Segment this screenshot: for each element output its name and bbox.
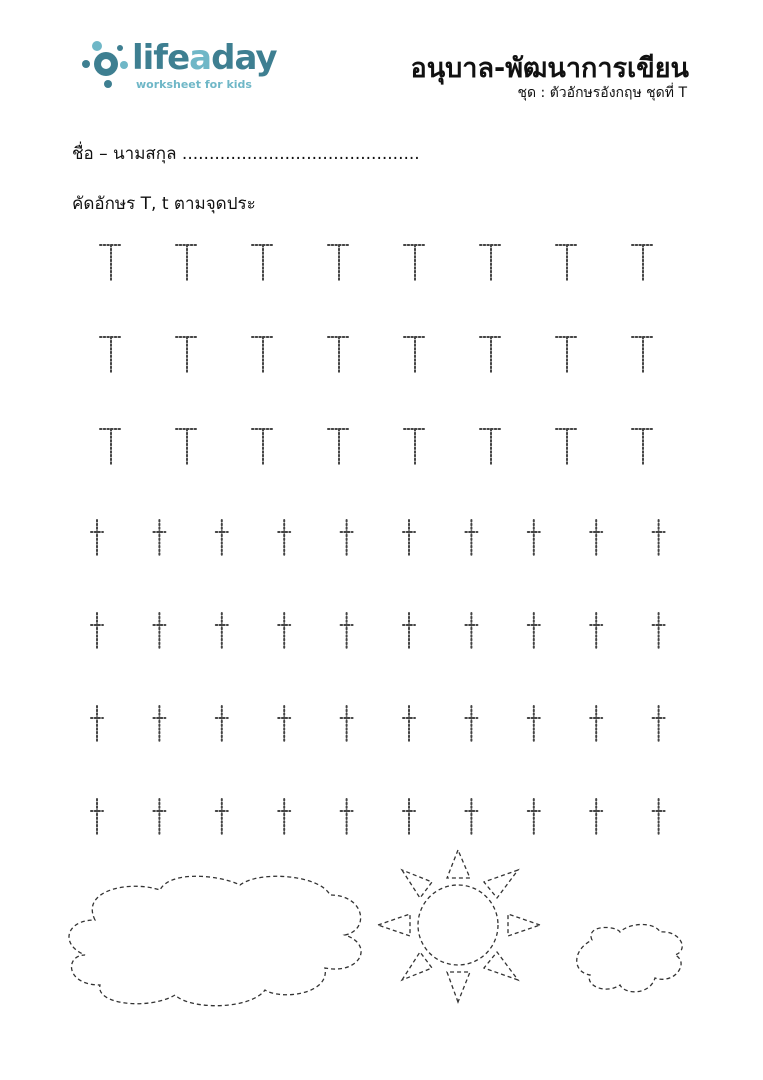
traced-letter-T[interactable] xyxy=(252,429,274,465)
large-cloud xyxy=(69,876,361,1005)
traced-letter-t[interactable] xyxy=(91,613,103,649)
traced-letter-t[interactable] xyxy=(465,799,477,835)
traced-letter-T[interactable] xyxy=(176,245,198,281)
traced-letter-T[interactable] xyxy=(556,337,578,373)
logo-tagline: worksheet for kids xyxy=(136,78,252,91)
traced-letter-T[interactable] xyxy=(176,337,198,373)
page-subtitle: ชุด : ตัวอักษรอังกฤษ ชุดที่ T xyxy=(517,85,687,101)
traced-letter-t[interactable] xyxy=(91,706,103,742)
traced-letter-T[interactable] xyxy=(404,245,426,281)
traced-letter-t[interactable] xyxy=(653,520,665,556)
traced-letter-t[interactable] xyxy=(403,799,415,835)
traced-letter-t[interactable] xyxy=(528,613,540,649)
sun xyxy=(378,850,540,1002)
traced-letter-T[interactable] xyxy=(632,337,654,373)
traced-letter-t[interactable] xyxy=(590,799,602,835)
traced-letter-t[interactable] xyxy=(341,520,353,556)
traced-letter-t[interactable] xyxy=(216,613,228,649)
traced-letter-T[interactable] xyxy=(556,429,578,465)
traced-letter-t[interactable] xyxy=(153,706,165,742)
traced-letter-T[interactable] xyxy=(632,245,654,281)
traced-letter-T[interactable] xyxy=(556,245,578,281)
name-label: ชื่อ – นามสกุล xyxy=(72,144,177,164)
traced-letter-T[interactable] xyxy=(100,245,122,281)
traced-letter-t[interactable] xyxy=(216,799,228,835)
traced-letter-t[interactable] xyxy=(341,613,353,649)
small-cloud xyxy=(577,925,682,992)
traced-letter-t[interactable] xyxy=(91,799,103,835)
traced-letter-t[interactable] xyxy=(278,706,290,742)
traced-letter-t[interactable] xyxy=(590,520,602,556)
traced-letter-t[interactable] xyxy=(465,520,477,556)
traced-letter-t[interactable] xyxy=(341,799,353,835)
traced-letter-t[interactable] xyxy=(528,799,540,835)
traced-letter-T[interactable] xyxy=(100,429,122,465)
page-title: อนุบาล-พัฒนาการเขียน xyxy=(410,53,689,84)
traced-letter-t[interactable] xyxy=(91,520,103,556)
traced-letter-T[interactable] xyxy=(176,429,198,465)
traced-letter-t[interactable] xyxy=(278,799,290,835)
instruction-text: คัดอักษร T, t ตามจุดประ xyxy=(72,194,256,214)
traced-letter-t[interactable] xyxy=(653,613,665,649)
traced-letter-t[interactable] xyxy=(465,613,477,649)
lowercase-practice xyxy=(91,520,665,835)
traced-letter-t[interactable] xyxy=(403,613,415,649)
traced-letter-T[interactable] xyxy=(480,245,502,281)
traced-letter-T[interactable] xyxy=(480,429,502,465)
traced-letter-T[interactable] xyxy=(480,337,502,373)
traced-letter-t[interactable] xyxy=(590,706,602,742)
traced-letter-T[interactable] xyxy=(328,337,350,373)
traced-letter-T[interactable] xyxy=(328,245,350,281)
traced-letter-t[interactable] xyxy=(528,520,540,556)
traced-letter-t[interactable] xyxy=(153,520,165,556)
traced-letter-t[interactable] xyxy=(403,706,415,742)
traced-letter-T[interactable] xyxy=(404,429,426,465)
traced-letter-T[interactable] xyxy=(404,337,426,373)
traced-letter-t[interactable] xyxy=(590,613,602,649)
traced-letter-T[interactable] xyxy=(100,337,122,373)
traced-letter-t[interactable] xyxy=(216,520,228,556)
traced-letter-T[interactable] xyxy=(252,245,274,281)
uppercase-practice xyxy=(100,245,654,465)
traced-letter-T[interactable] xyxy=(252,337,274,373)
traced-letter-t[interactable] xyxy=(341,706,353,742)
name-blank[interactable]: ............................................ xyxy=(181,144,420,164)
traced-letter-t[interactable] xyxy=(465,706,477,742)
traced-letter-t[interactable] xyxy=(153,799,165,835)
traced-letter-t[interactable] xyxy=(278,520,290,556)
traced-letter-t[interactable] xyxy=(278,613,290,649)
traced-letter-T[interactable] xyxy=(632,429,654,465)
illustration xyxy=(69,850,682,1006)
logo-wordmark: lifeaday xyxy=(132,38,277,78)
traced-letter-t[interactable] xyxy=(216,706,228,742)
traced-letter-t[interactable] xyxy=(153,613,165,649)
traced-letter-t[interactable] xyxy=(528,706,540,742)
traced-letter-t[interactable] xyxy=(653,799,665,835)
traced-letter-T[interactable] xyxy=(328,429,350,465)
traced-letter-t[interactable] xyxy=(653,706,665,742)
traced-letter-t[interactable] xyxy=(403,520,415,556)
